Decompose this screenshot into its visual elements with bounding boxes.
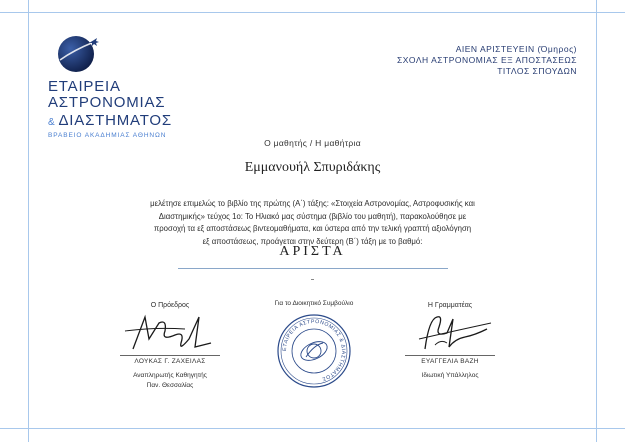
president-title: Ο Πρόεδρος bbox=[150, 302, 190, 309]
org-name-amp: & bbox=[48, 117, 56, 128]
president-role-line2: Παν. Θεσσαλίας bbox=[146, 382, 194, 389]
header-motto: ΑΙΕΝ ΑΡΙΣΤΕΥΕΙΝ (Όμηρος) bbox=[455, 44, 577, 54]
board-title: Για το Διοικητικό Συμβούλιο bbox=[274, 300, 354, 307]
header-document-type: ΤΙΤΛΟΣ ΣΠΟΥΔΩΝ bbox=[497, 66, 577, 76]
svg-text:ΕΤΑΙΡΕΙΑ ΑΣΤΡΟΝΟΜΙΑΣ & ΔΙΑΣΤΗΜ bbox=[282, 319, 346, 382]
president-role bbox=[105, 371, 235, 391]
board-seal-block bbox=[274, 300, 354, 394]
org-name-line2: ΑΣΤΡΟΝΟΜΙΑΣ bbox=[48, 94, 166, 111]
org-name-line3-text: ΔΙΑΣΤΗΜΑΤΟΣ bbox=[58, 112, 172, 129]
grade-value: ΑΡΙΣΤΑ bbox=[279, 244, 346, 259]
header-school: ΣΧΟΛΗ ΑΣΤΡΟΝΟΜΙΑΣ ΕΞ ΑΠΟΣΤΑΣΕΩΣ bbox=[397, 55, 577, 65]
org-name-line1: ΕΤΑΙΡΕΙΑ bbox=[48, 78, 121, 95]
frame-left-line bbox=[28, 0, 29, 442]
secretary-signature-block bbox=[385, 302, 515, 381]
frame-top-line bbox=[0, 12, 625, 13]
secretary-name: ΕΥΑΓΓΕΛΙΑ ΒΑΖΗ bbox=[421, 358, 479, 365]
president-signature-icon bbox=[115, 309, 225, 355]
planet-logo-icon bbox=[54, 30, 104, 76]
certificate-header bbox=[397, 44, 577, 77]
org-name-line3 bbox=[48, 112, 172, 129]
student-name: Εμμανουήλ Σπυριδάκης bbox=[244, 160, 381, 175]
grade-divider-line bbox=[178, 268, 448, 269]
certificate-body-text: μελέτησε επιμελώς το βιβλίο της πρώτης (Α΄) τάξης: «Στοιχεία Αστρονομίας, Αστροφυσικής και Διαστημικής» τεύχος 1ο: Το Ηλιακό μας σύστημα (βιβλίο του μαθητή), παρακολούθησε με προσοχή τα εξ αποστάσεως βιντεομαθήματα, και ύστερα από την τελική γραπτή αξιολόγηση εξ αποστάσεως, προάγεται στην δεύτερη (Β΄) τάξη με το βαθμό: bbox=[150, 199, 475, 246]
frame-right-line bbox=[596, 0, 597, 442]
secretary-signature-line bbox=[405, 355, 495, 356]
president-signature-line bbox=[120, 355, 220, 356]
secretary-role: Ιδιωτική Υπάλληλος bbox=[421, 372, 479, 379]
president-role-line1: Αναπληρωτής Καθηγητής bbox=[133, 372, 207, 379]
president-name: ΛΟΥΚΑΣ Γ. ΖΑΧΕΙΛΑΣ bbox=[134, 358, 206, 365]
frame-bottom-line bbox=[0, 428, 625, 429]
org-subtitle: ΒΡΑΒΕΙΟ ΑΚΑΔΗΜΙΑΣ ΑΘΗΝΩΝ bbox=[48, 132, 167, 139]
student-label: Ο μαθητής / Η μαθήτρια bbox=[264, 138, 361, 148]
secretary-title: Η Γραμματέας bbox=[427, 302, 473, 309]
society-seal-icon bbox=[276, 313, 352, 389]
secretary-signature-icon bbox=[395, 309, 505, 355]
grade-center-mark bbox=[311, 279, 314, 280]
seal-ring-text: ΕΤΑΙΡΕΙΑ ΑΣΤΡΟΝΟΜΙΑΣ & ΔΙΑΣΤΗΜΑΤΟΣ bbox=[281, 318, 347, 382]
president-signature-block bbox=[105, 302, 235, 391]
